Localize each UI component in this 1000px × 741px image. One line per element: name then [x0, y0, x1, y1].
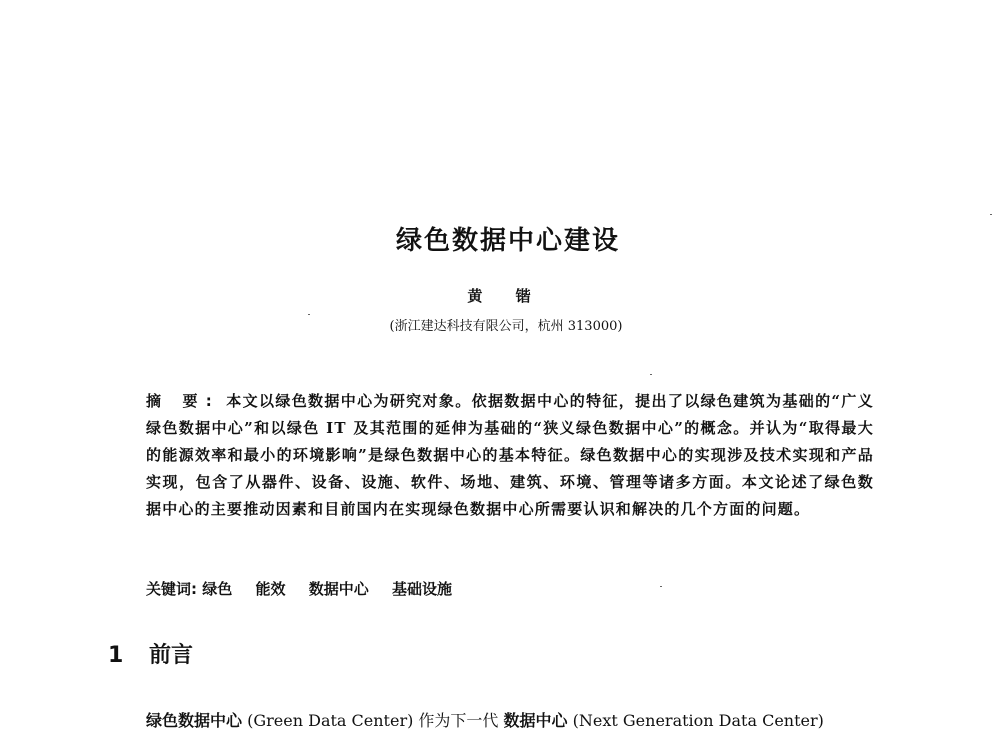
section-title: 前言: [148, 643, 193, 668]
body-text-segment: (Green Data Center) 作为下一代: [247, 711, 499, 730]
keyword: 能效: [255, 580, 286, 598]
keyword: 数据中心: [308, 580, 369, 598]
keywords: [146, 578, 874, 599]
abstract-text: 本文以绿色数据中心为研究对象。依据数据中心的特征，提出了以绿色建筑为基础的“广义绿色数据中心”和以绿色 IT 及其范围的延伸为基础的“狭义绿色数据中心”的概念。并认为“取得最大的能源效率和最小的环境影响”是绿色数据中心的基本特征。绿色数据中心的实现涉及技术实现和产品实现，包含了从器件、设备、设施、软件、场地、建筑、环境、管理等诸多方面。本文论述了绿色数据中心的主要推动因素和目前国内在实现绿色数据中心所需要认识和解决的几个方面的问题。: [146, 392, 874, 518]
scan-speck: [308, 314, 310, 315]
body-mid-term: 数据中心: [503, 711, 568, 730]
paper-title: 绿色数据中心建设: [395, 226, 620, 256]
abstract: [146, 388, 874, 523]
abstract-label: 摘 要:: [146, 392, 220, 410]
author-name: 黄 锴: [467, 287, 545, 305]
scan-speck: [650, 374, 652, 375]
keyword: 基础设施: [391, 580, 452, 598]
keywords-label: 关键词:: [146, 580, 197, 598]
scan-speck: [660, 586, 662, 587]
body-text-segment: (Next Generation Data Center): [572, 711, 824, 730]
keyword: 绿色: [202, 580, 233, 598]
body-lead-term: 绿色数据中心: [146, 711, 243, 730]
scan-speck: [990, 214, 992, 215]
section-heading: [108, 638, 193, 669]
body-paragraph: [108, 706, 918, 736]
section-number: 1: [108, 643, 124, 668]
author-affiliation: (浙江建达科技有限公司，杭州 313000): [389, 319, 623, 334]
